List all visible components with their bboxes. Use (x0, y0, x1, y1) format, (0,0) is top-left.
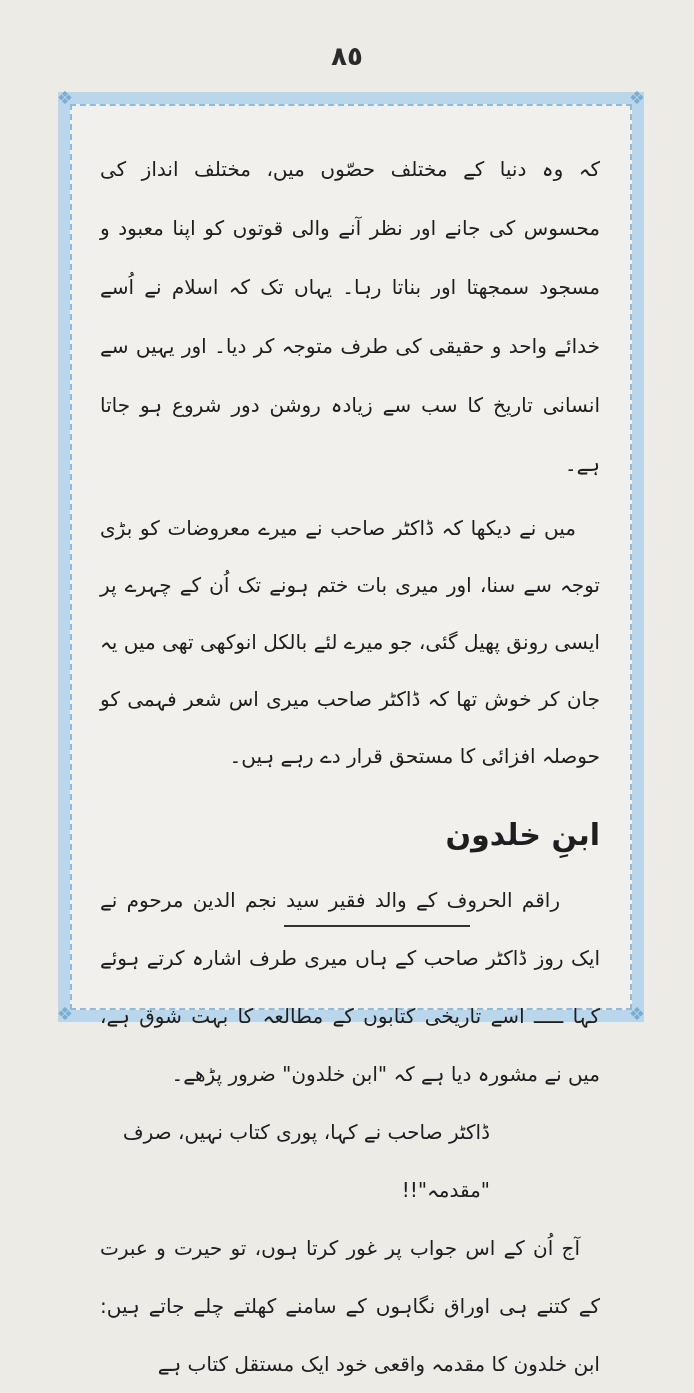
section-heading: ابنِ خلدون (445, 818, 600, 853)
end-divider (284, 925, 470, 927)
paragraph-doctor-quote: ڈاکٹر صاحب نے کہا، پوری کتاب نہیں، صرف "مقدمہ"!! (122, 1120, 490, 1202)
paragraph-intro: کہ وہ دنیا کے مختلف حصّوں میں، مختلف انداز کی محسوس کی جانے اور نظر آنے والی قوتوں کو اپنا معبود و مسجود سمجھتا اور بناتا رہا۔ یہاں تک کہ اسلام نے اُسے خدائے واحد و حقیقی کی طرف متوجہ کر دیا۔ اور یہیں سے انسانی تاریخ کا سب سے زیادہ روشن دور شروع ہو جاتا ہے۔ (100, 157, 600, 476)
paragraph-doctor-attention: میں نے دیکھا کہ ڈاکٹر صاحب نے میرے معروضات کو بڑی توجہ سے سنا، اور میری بات ختم ہونے تک اُن کے چہرے پر ایسی رونق پھیل گئی، جو میرے لئے بالکل انوکھی تھی میں یہ جان کر خوش تھا کہ ڈاکٹر صاحب میری اس شعر فہمی کو حوصلہ افزائی کا مستحق قرار دے رہے ہیں۔ (100, 516, 600, 768)
page-body (100, 140, 600, 1393)
corner-ornament-icon: ❖ (56, 88, 74, 109)
corner-ornament-icon: ❖ (628, 88, 646, 109)
paragraph-reflection: آج اُن کے اس جواب پر غور کرتا ہوں، تو حیرت و عبرت کے کتنے ہی اوراق نگاہوں کے سامنے کھلتے چلے جاتے ہیں: ابن خلدون کا مقدمہ واقعی خود ایک مستقل کتاب ہے (100, 1236, 600, 1376)
corner-ornament-icon: ❖ (628, 1004, 646, 1025)
corner-ornament-icon: ❖ (56, 1004, 74, 1025)
paragraph-father-remark: راقم الحروف کے والد فقیر سید نجم الدین مرحوم نے ایک روز ڈاکٹر صاحب کے ہاں میری طرف اشارہ کرتے ہوئے کہا ـــــ اسے تاریخی کتابوں کے مطالعہ کا بہت شوق ہے، میں نے مشورہ دیا ہے کہ "ابن خلدون" ضرور پڑھے۔ (100, 888, 600, 1086)
page-number: ٨٥ (331, 42, 363, 72)
